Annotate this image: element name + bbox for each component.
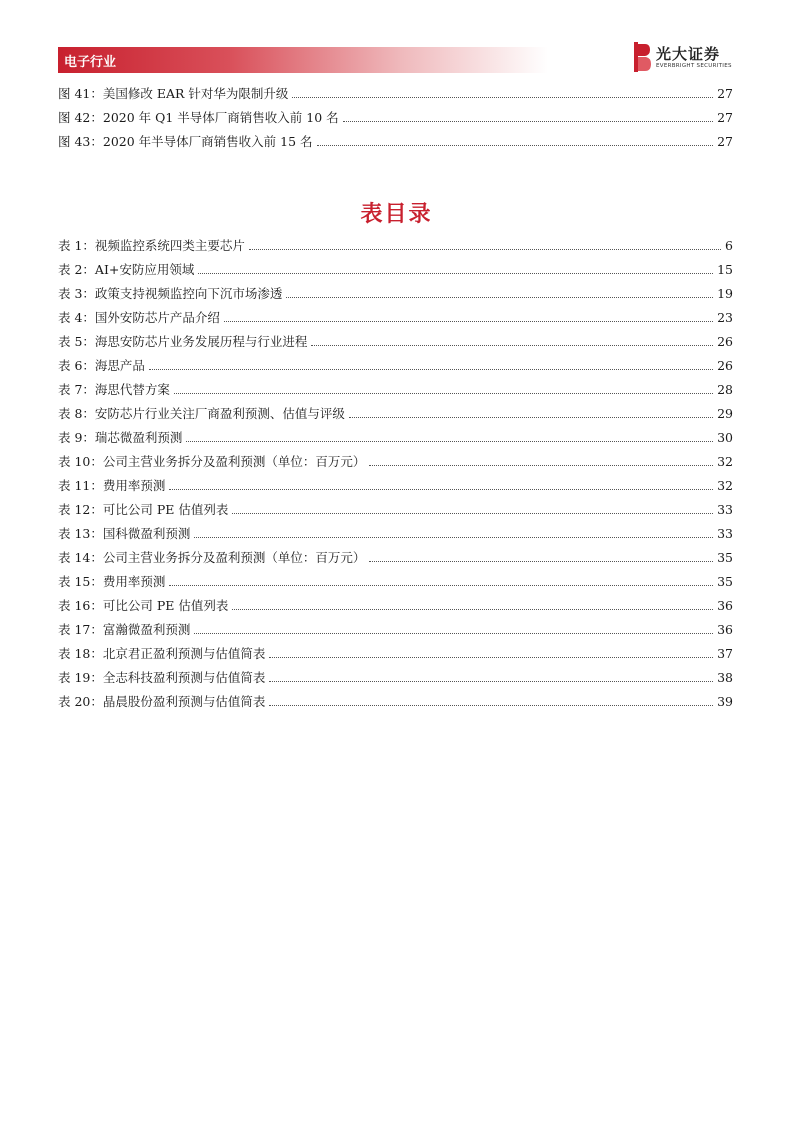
everbright-logo-icon	[632, 42, 652, 72]
table-toc-entry[interactable]	[58, 477, 733, 495]
figure-toc-entry[interactable]	[58, 109, 733, 127]
toc-leader-dots	[317, 144, 714, 146]
toc-leader-dots	[224, 320, 713, 322]
toc-entry-page: 33	[717, 526, 733, 541]
toc-entry-title: 表 1：视频监控系统四类主要芯片	[58, 238, 245, 253]
table-toc-entry[interactable]	[58, 381, 733, 399]
toc-entry-page: 26	[717, 334, 733, 349]
everbright-logo	[632, 42, 736, 74]
table-toc-entry[interactable]	[58, 573, 733, 591]
figure-toc-entry[interactable]	[58, 85, 733, 103]
toc-leader-dots	[186, 440, 713, 442]
toc-entry-title: 表 18：北京君正盈利预测与估值简表	[58, 646, 266, 661]
toc-leader-dots	[369, 560, 713, 562]
table-toc-entry[interactable]	[58, 453, 733, 471]
toc-entry-page: 37	[717, 646, 733, 661]
toc-entry-page: 35	[717, 550, 733, 565]
table-toc-entry[interactable]	[58, 309, 733, 327]
figure-toc-entry[interactable]	[58, 133, 733, 151]
toc-entry-title: 表 9：瑞芯微盈利预测	[58, 430, 183, 445]
toc-leader-dots	[269, 656, 713, 658]
toc-entry-title: 表 11：费用率预测	[58, 478, 166, 493]
table-toc-entry[interactable]	[58, 669, 733, 687]
table-toc-entry[interactable]	[58, 405, 733, 423]
table-toc-entry[interactable]	[58, 645, 733, 663]
toc-entry-title: 表 4：国外安防芯片产品介绍	[58, 310, 220, 325]
toc-leader-dots	[232, 512, 713, 514]
table-toc-entry[interactable]	[58, 501, 733, 519]
toc-leader-dots	[194, 536, 713, 538]
toc-leader-dots	[349, 416, 713, 418]
toc-entry-page: 36	[717, 622, 733, 637]
toc-leader-dots	[169, 488, 713, 490]
header-bar	[58, 47, 548, 73]
toc-entry-page: 27	[717, 110, 733, 125]
toc-leader-dots	[169, 584, 713, 586]
table-toc-entry[interactable]	[58, 693, 733, 711]
table-toc-entry[interactable]	[58, 333, 733, 351]
toc-entry-title: 表 14：公司主营业务拆分及盈利预测（单位：百万元）	[58, 550, 366, 565]
toc-entry-title: 表 19：全志科技盈利预测与估值简表	[58, 670, 266, 685]
toc-entry-page: 30	[717, 430, 733, 445]
toc-entry-page: 27	[717, 86, 733, 101]
table-toc-entry[interactable]	[58, 525, 733, 543]
toc-entry-title: 表 17：富瀚微盈利预测	[58, 622, 191, 637]
toc-entry-page: 6	[725, 238, 733, 253]
toc-entry-title: 表 3：政策支持视频监控向下沉市场渗透	[58, 286, 283, 301]
toc-entry-page: 28	[717, 382, 733, 397]
toc-entry-page: 36	[717, 598, 733, 613]
toc-entry-page: 29	[717, 406, 733, 421]
toc-entry-title: 表 2：AI+安防应用领域	[58, 262, 195, 277]
toc-entry-title: 图 43：2020 年半导体厂商销售收入前 15 名	[58, 134, 313, 149]
toc-leader-dots	[343, 120, 713, 122]
industry-label: 电子行业	[64, 55, 117, 70]
toc-entry-title: 表 8：安防芯片行业关注厂商盈利预测、估值与评级	[58, 406, 345, 421]
logo-en-text: EVERBRIGHT SECURITIES	[656, 63, 732, 69]
toc-entry-title: 表 6：海思产品	[58, 358, 145, 373]
toc-leader-dots	[311, 344, 713, 346]
toc-entry-title: 图 41：美国修改 EAR 针对华为限制升级	[58, 86, 289, 101]
table-toc-entry[interactable]	[58, 357, 733, 375]
toc-leader-dots	[149, 368, 713, 370]
toc-entry-title: 表 12：可比公司 PE 估值列表	[58, 502, 229, 517]
table-of-tables-heading: 表目录	[360, 202, 433, 227]
toc-leader-dots	[292, 96, 713, 98]
toc-entry-title: 表 5：海思安防芯片业务发展历程与行业进程	[58, 334, 308, 349]
toc-entry-title: 表 16：可比公司 PE 估值列表	[58, 598, 229, 613]
toc-leader-dots	[269, 704, 713, 706]
toc-entry-title: 表 15：费用率预测	[58, 574, 166, 589]
toc-leader-dots	[249, 248, 721, 250]
table-toc-entry[interactable]	[58, 621, 733, 639]
table-toc-entry[interactable]	[58, 261, 733, 279]
table-toc-entry[interactable]	[58, 285, 733, 303]
toc-leader-dots	[198, 272, 713, 274]
toc-entry-title: 表 10：公司主营业务拆分及盈利预测（单位：百万元）	[58, 454, 366, 469]
toc-entry-page: 15	[717, 262, 733, 277]
toc-entry-page: 19	[717, 286, 733, 301]
toc-leader-dots	[269, 680, 713, 682]
table-toc-entry[interactable]	[58, 237, 733, 255]
table-toc-entry[interactable]	[58, 429, 733, 447]
toc-entry-page: 39	[717, 694, 733, 709]
toc-entry-title: 表 7：海思代替方案	[58, 382, 170, 397]
toc-leader-dots	[194, 632, 713, 634]
toc-entry-title: 表 20：晶晨股份盈利预测与估值简表	[58, 694, 266, 709]
toc-entry-page: 32	[717, 454, 733, 469]
toc-entry-page: 35	[717, 574, 733, 589]
toc-leader-dots	[286, 296, 713, 298]
toc-leader-dots	[174, 392, 713, 394]
toc-entry-page: 33	[717, 502, 733, 517]
table-toc-entry[interactable]	[58, 597, 733, 615]
toc-entry-page: 38	[717, 670, 733, 685]
table-toc-entry[interactable]	[58, 549, 733, 567]
toc-leader-dots	[232, 608, 713, 610]
toc-entry-page: 23	[717, 310, 733, 325]
toc-leader-dots	[369, 464, 713, 466]
toc-entry-title: 图 42：2020 年 Q1 半导体厂商销售收入前 10 名	[58, 110, 339, 125]
logo-cn-text: 光大证券	[656, 45, 721, 63]
toc-entry-title: 表 13：国科微盈利预测	[58, 526, 191, 541]
toc-entry-page: 26	[717, 358, 733, 373]
toc-entry-page: 32	[717, 478, 733, 493]
toc-entry-page: 27	[717, 134, 733, 149]
